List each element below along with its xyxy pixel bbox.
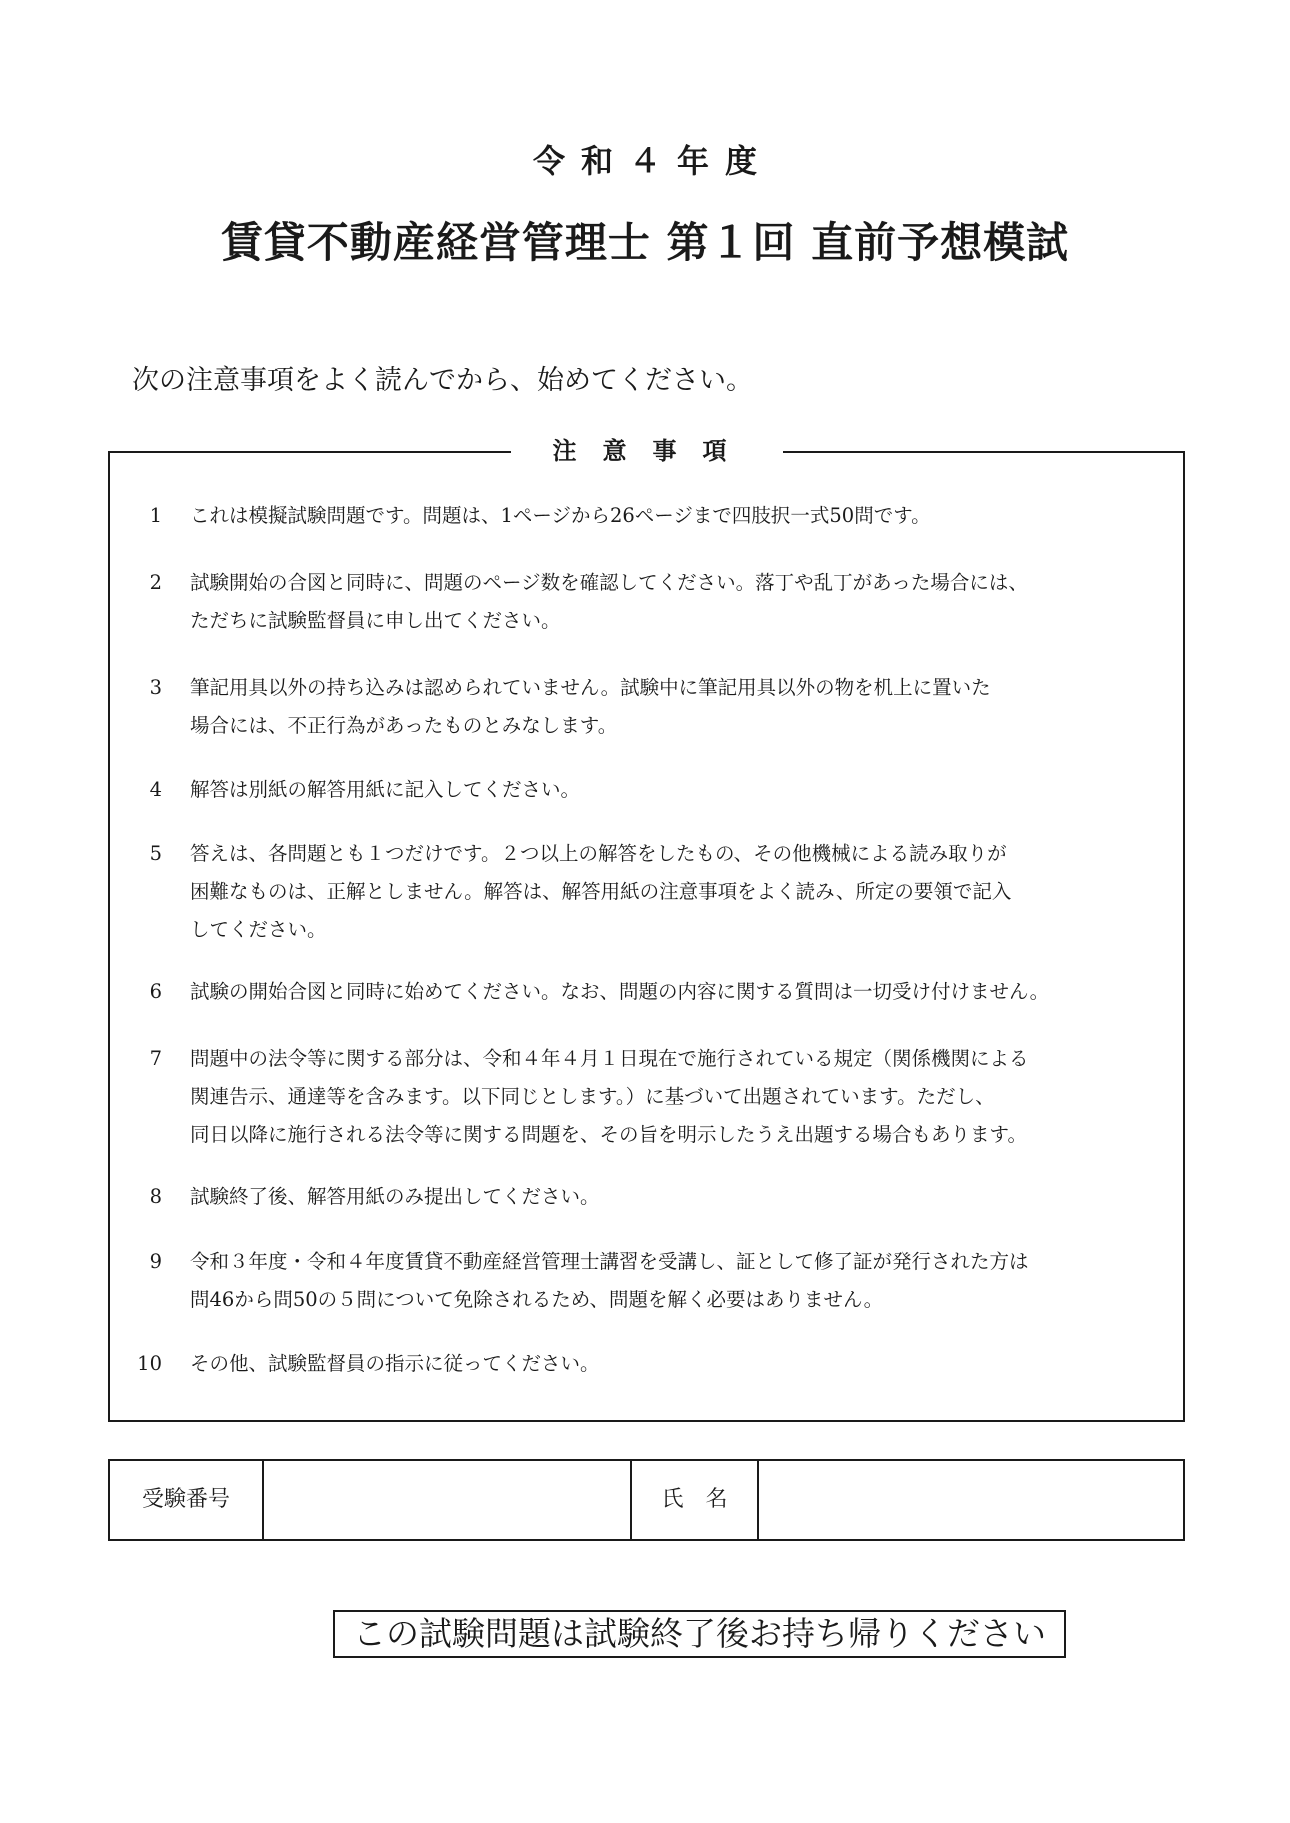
- notes-heading-wrap: [110, 431, 1183, 471]
- note-text: [190, 1178, 1150, 1216]
- note-number: 6: [149, 980, 162, 1003]
- note-text: [190, 835, 1150, 949]
- note-number: 10: [137, 1352, 162, 1375]
- note-text: [190, 973, 1150, 1011]
- note-line: 試験の開始合図と同時に始めてください。なお、問題の内容に関する質問は一切受け付けません。: [190, 980, 1050, 1003]
- note-line: 令和３年度・令和４年度賃貸不動産経営管理士講習を受講し、証として修了証が発行された方は: [190, 1250, 1029, 1273]
- notes-box: [108, 437, 1185, 1422]
- note-line: 解答は別紙の解答用紙に記入してください。: [190, 778, 581, 801]
- note-text: [190, 771, 1150, 809]
- note-text: [190, 1345, 1150, 1383]
- note-line: 筆記用具以外の持ち込みは認められていません。試験中に筆記用具以外の物を机上に置いた: [190, 676, 991, 699]
- note-number: 3: [149, 676, 162, 699]
- note-line: 試験開始の合図と同時に、問題のページ数を確認してください。落丁や乱丁があった場合には、: [190, 571, 1028, 594]
- note-line: ただちに試験監督員に申し出てください。: [190, 609, 561, 632]
- name-field[interactable]: [757, 1461, 1183, 1539]
- exam-number-label: 受験番号: [141, 1487, 230, 1512]
- note-line: その他、試験監督員の指示に従ってください。: [190, 1352, 600, 1375]
- note-text: [190, 1040, 1150, 1154]
- intro-instruction: 次の注意事項をよく読んでから、始めてください。: [132, 365, 753, 396]
- exam-title: 賃貸不動産経営管理士 第１回 直前予想模試: [220, 218, 1070, 267]
- candidate-info-table: [108, 1459, 1185, 1541]
- note-text: [190, 564, 1150, 640]
- exam-year: 令和４年度: [532, 142, 773, 180]
- note-text: [190, 1243, 1150, 1319]
- note-line: 答えは、各問題とも１つだけです。２つ以上の解答をしたもの、その他機械による読み取りが: [190, 842, 1007, 865]
- note-number: 4: [149, 778, 162, 801]
- note-line: してください。: [190, 918, 327, 941]
- notes-heading: 注意事項: [511, 431, 783, 471]
- name-label: 氏 名: [630, 1461, 757, 1539]
- note-number: 1: [149, 504, 162, 527]
- note-line: 場合には、不正行為があったものとみなします。: [190, 714, 618, 737]
- note-line: 試験終了後、解答用紙のみ提出してください。: [190, 1185, 600, 1208]
- note-text: [190, 497, 1150, 535]
- note-line: 問46から問50の５問について免除されるため、問題を解く必要はありません。: [190, 1288, 884, 1311]
- note-line: 同日以降に施行される法令等に関する問題を、その旨を明示したうえ出題する場合もあります。: [190, 1123, 1027, 1146]
- note-line: これは模擬試験問題です。問題は、1ページから26ページまで四肢択一式50問です。: [190, 504, 931, 527]
- note-line: 関連告示、通達等を含みます。以下同じとします。）に基づいて出題されています。ただし、: [190, 1085, 995, 1108]
- take-home-notice: この試験問題は試験終了後お持ち帰りください: [333, 1610, 1066, 1658]
- note-line: 困難なものは、正解としません。解答は、解答用紙の注意事項をよく読み、所定の要領で記入: [190, 880, 1012, 903]
- exam-number-field[interactable]: [262, 1461, 630, 1539]
- note-number: 8: [149, 1185, 162, 1208]
- note-number: 2: [149, 571, 162, 594]
- note-number: 9: [149, 1250, 162, 1273]
- note-number: 7: [149, 1047, 162, 1070]
- note-line: 問題中の法令等に関する部分は、令和４年４月１日現在で施行されている規定（関係機関による: [190, 1047, 1029, 1070]
- note-text: [190, 669, 1150, 745]
- note-number: 5: [149, 842, 162, 865]
